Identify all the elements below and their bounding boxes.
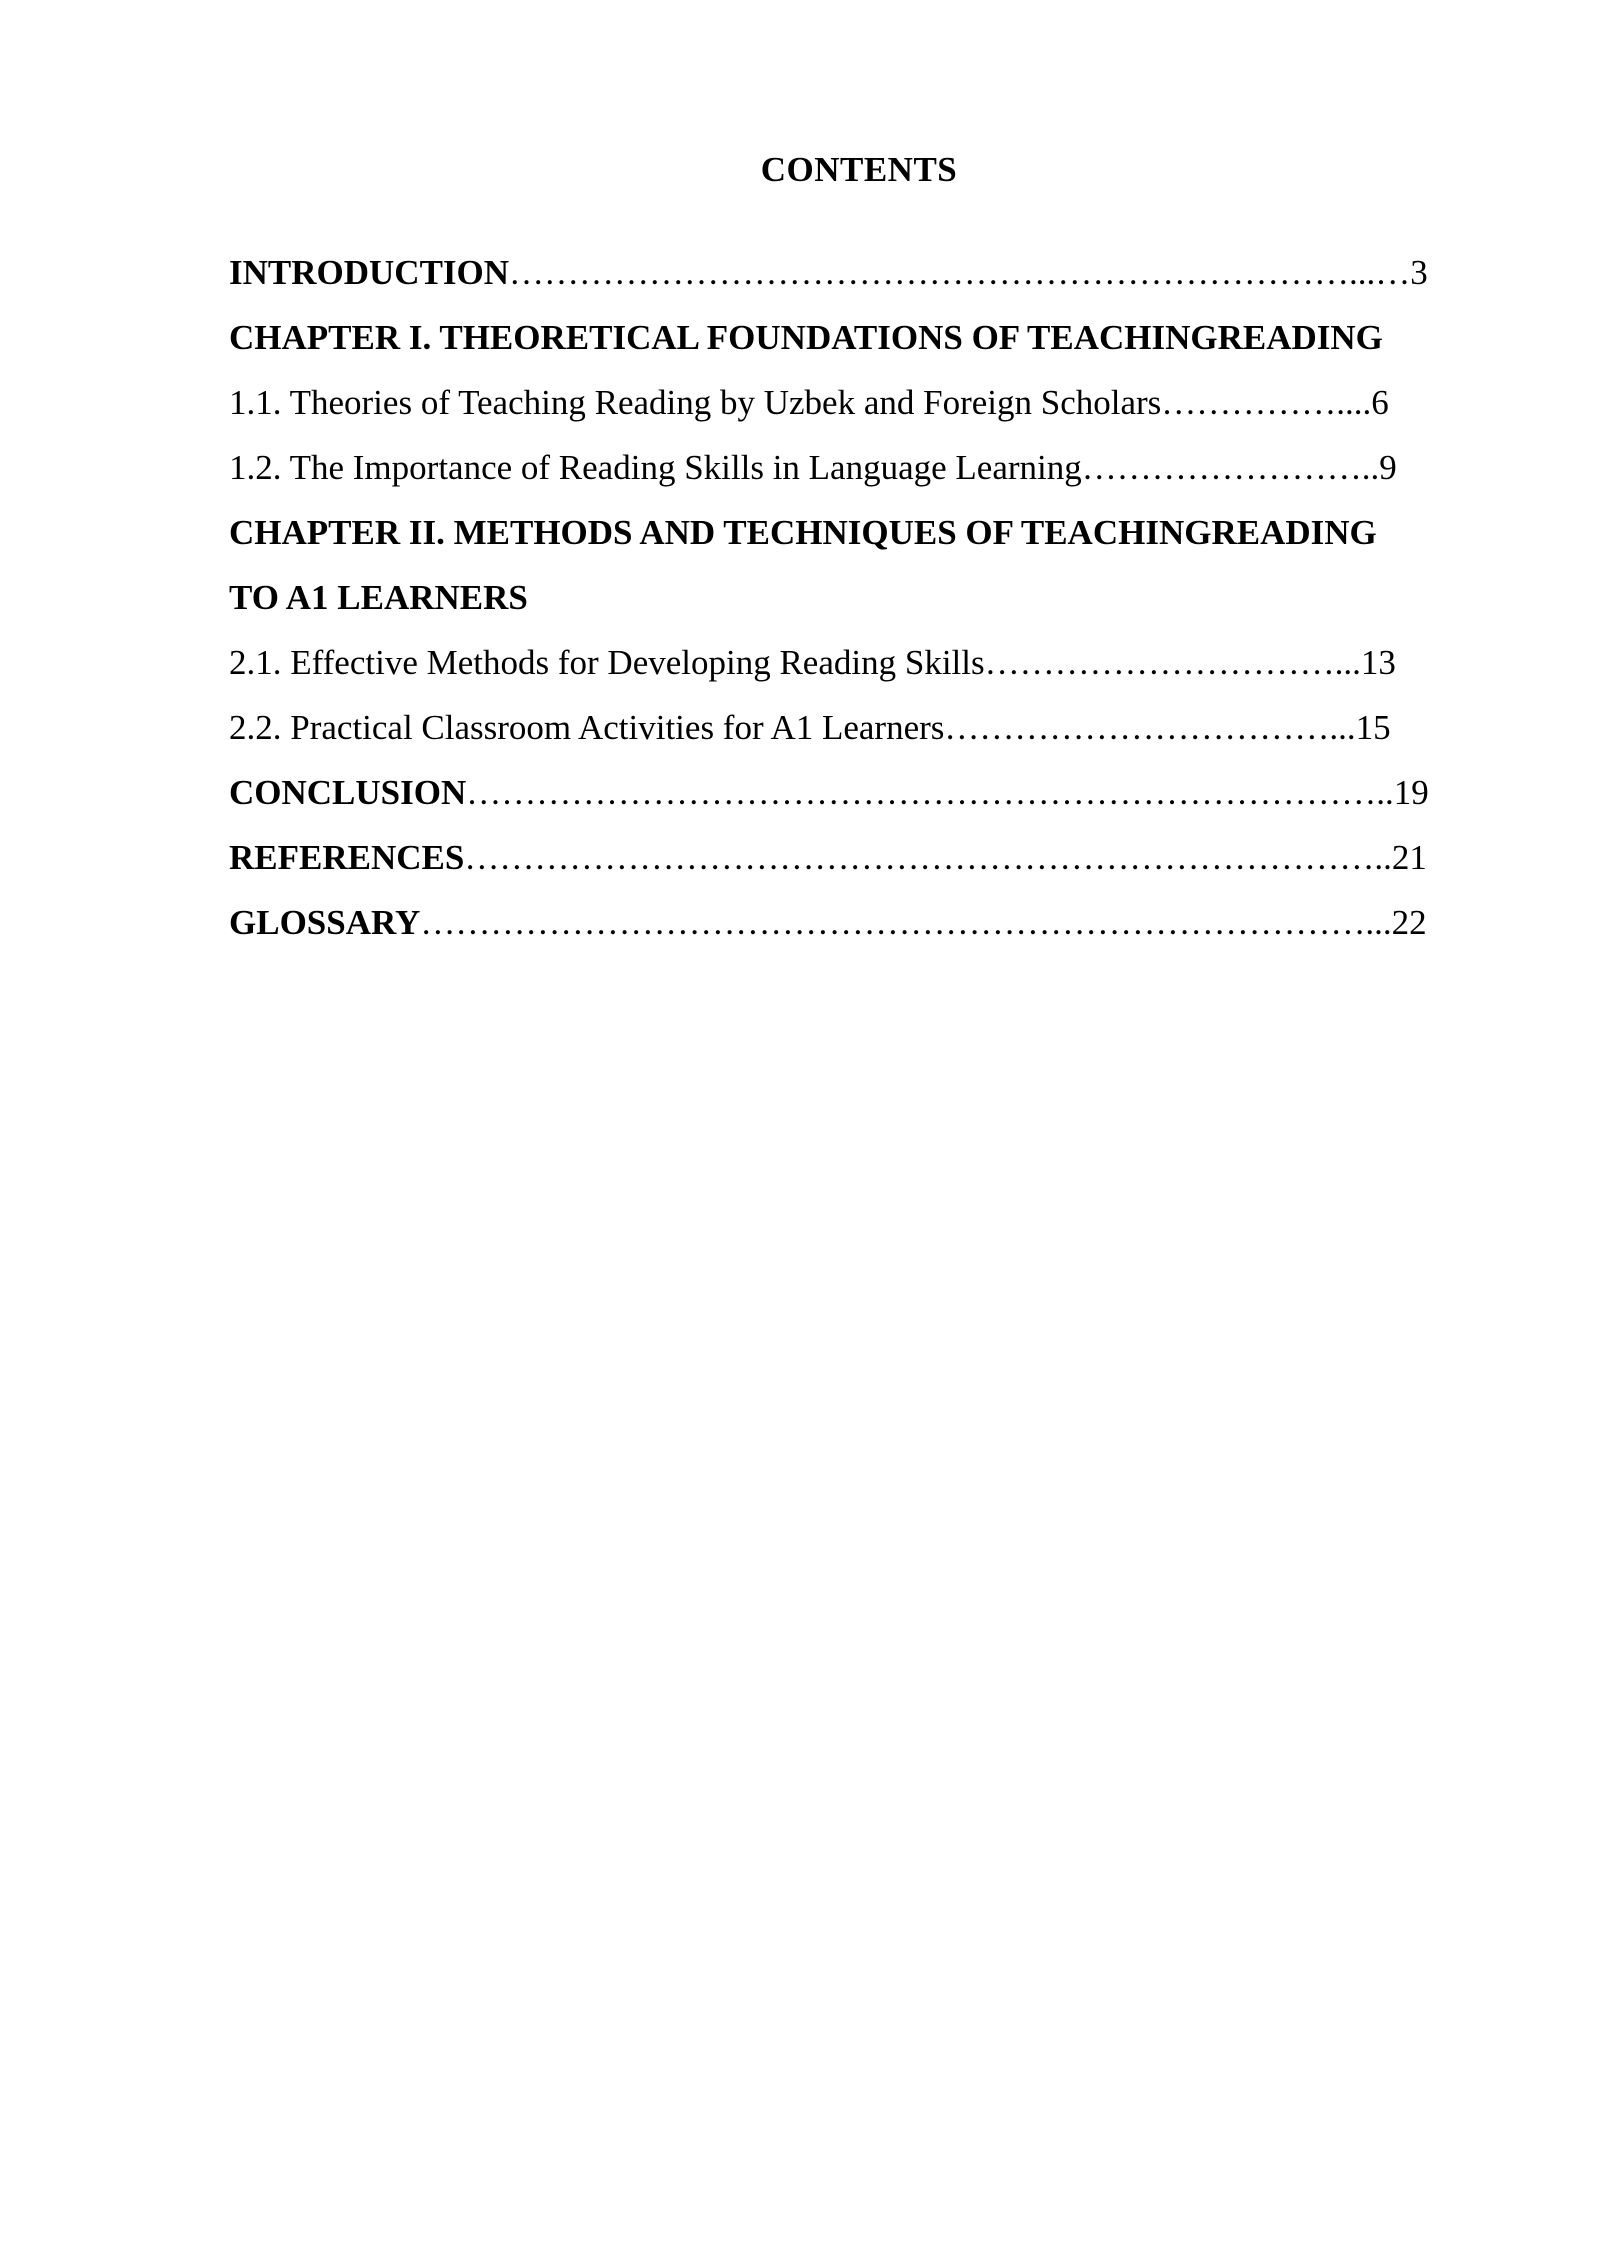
toc-entry-glossary[interactable] — [229, 902, 1427, 944]
toc-entry-references[interactable] — [229, 837, 1427, 879]
toc-entry-1-1[interactable] — [229, 382, 1389, 424]
toc-leader-dots: …………………………………………………………………….. — [466, 773, 1394, 812]
toc-entry-1-2[interactable] — [229, 447, 1397, 489]
toc-entry-label: 1.1. Theories of Teaching Reading by Uzbek and Foreign Scholars — [229, 383, 1162, 422]
toc-entry-2-1[interactable] — [229, 642, 1396, 684]
toc-page-number: 13 — [1360, 643, 1396, 682]
toc-leader-dots: ………………………………………………………………………... — [420, 903, 1392, 942]
toc-entry-label: TO A1 LEARNERS — [229, 578, 528, 617]
toc-leader-dots: …………………….. — [1081, 448, 1380, 487]
toc-entry-label: 2.2. Practical Classroom Activities for A1 Learners — [229, 708, 945, 747]
toc-entry-label: 1.2. The Importance of Reading Skills in Language Learning — [229, 448, 1082, 487]
toc-entry-label: REFERENCES — [229, 838, 465, 877]
toc-leader-dots: ……………………………... — [944, 708, 1356, 747]
toc-page-number: 19 — [1393, 773, 1429, 812]
toc-entry-introduction[interactable] — [229, 252, 1428, 294]
toc-entry-2-2[interactable] — [229, 707, 1391, 749]
toc-leader-dots: …………………………... — [984, 643, 1361, 682]
toc-entry-chapter-1[interactable] — [229, 317, 1383, 359]
toc-entry-conclusion[interactable] — [229, 772, 1429, 814]
toc-entry-label: CHAPTER I. THEORETICAL FOUNDATIONS OF TEACHINGREADING — [229, 318, 1383, 357]
toc-entry-label: 2.1. Effective Methods for Developing Reading Skills — [229, 643, 985, 682]
page-title: CONTENTS — [760, 150, 958, 189]
toc-entry-label: CHAPTER II. METHODS AND TECHNIQUES OF TEACHINGREADING — [229, 513, 1377, 552]
toc-leader-dots: ………………………………………………………………...… — [509, 253, 1411, 292]
toc-page-number: 9 — [1379, 448, 1397, 487]
toc-page-number: 21 — [1391, 838, 1427, 877]
toc-page-number: 3 — [1410, 253, 1428, 292]
toc-entry-label: CONCLUSION — [229, 773, 467, 812]
toc-entry-label: GLOSSARY — [229, 903, 421, 942]
toc-entry-chapter-2[interactable] — [229, 512, 1377, 554]
toc-page-number: 6 — [1371, 383, 1389, 422]
toc-page-number: 15 — [1355, 708, 1391, 747]
toc-entry-chapter-2-continued[interactable] — [229, 577, 528, 619]
toc-entry-label: INTRODUCTION — [229, 253, 510, 292]
toc-leader-dots: …………….... — [1161, 383, 1372, 422]
toc-page-number: 22 — [1391, 903, 1427, 942]
toc-leader-dots: …………………………………………………………………….. — [464, 838, 1392, 877]
